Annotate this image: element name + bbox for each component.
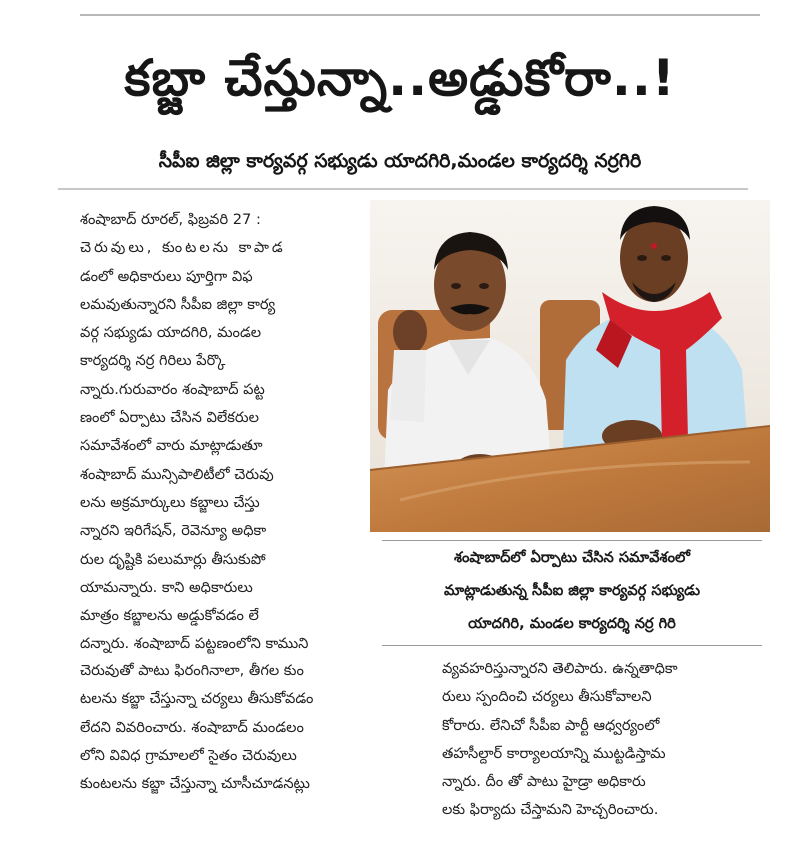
article-column-bottom-right xyxy=(442,655,762,825)
article-line: చెరువులు, కుంటలను కాపాడ xyxy=(80,239,286,257)
article-line: కార్యదర్శి నర్ర గిరిలు పేర్కొ xyxy=(80,352,226,370)
article-line: రులు స్పందించి చర్యలు తీసుకోవాలని xyxy=(442,688,652,706)
article-line: లోని వివిధ గ్రామాలలో సైతం చెరువులు xyxy=(80,746,297,764)
article-line: మాత్రం కబ్జాలను అడ్డుకోవడం లే xyxy=(80,607,259,625)
article-line: లమవుతున్నారని సీపీఐ జిల్లా కార్య xyxy=(80,295,276,313)
article-line: న్నారని ఇరిగేషన్, రెవెన్యూ అధికా xyxy=(80,522,267,540)
article-line: శంషాబాద్ రూరల్, ఫిబ్రవరి 27 : xyxy=(80,211,261,228)
top-divider xyxy=(80,14,760,16)
article-line: న్నారు. దీం తో పాటు హైడ్రా అధికారు xyxy=(442,773,646,791)
caption-line: యాదగిరి, మండల కార్యదర్శి నర్ర గిరి xyxy=(468,615,676,632)
article-line: కుంటలను కబ్జా చేస్తున్నా చూసీచూడనట్లు xyxy=(80,775,310,793)
headline: కబ్జా చేస్తున్నా..అడ్డుకోరా..! xyxy=(124,49,676,107)
article-column-top xyxy=(80,206,370,659)
article-line: సమావేశంలో వారు మాట్లాడుతూ xyxy=(80,437,263,455)
article-line: లేదని వివరించారు. శంషాబాద్ మండలం xyxy=(80,718,304,736)
article-line: రుల దృష్టికి పలుమార్లు తీసుకుపో xyxy=(80,550,266,568)
subheadline: సీపీఐ జిల్లా కార్యవర్గ సభ్యుడు యాదగిరి,మండల కార్యదర్శి నర్రగిరి xyxy=(158,150,642,172)
article-line: తహసీల్దార్ కార్యాలయాన్ని ముట్టడిస్తామ xyxy=(442,744,666,762)
photo-caption xyxy=(382,540,762,646)
article-line: న్నారు.గురువారం శంషాబాద్ పట్ట xyxy=(80,380,265,398)
article-column-bottom-left xyxy=(80,657,420,798)
press-meet-photo xyxy=(370,200,770,532)
article-line: వ్యవహరిస్తున్నారని తెలిపారు. ఉన్నతాధికా xyxy=(442,660,678,677)
article-line: లను అక్రమార్కులు కబ్జాలు చేస్తు xyxy=(80,493,260,511)
article-line: చెరువుతో పాటు ఫిరంగినాలా, తీగల కుం xyxy=(80,662,304,679)
article-line: లకు ఫిర్యాదు చేస్తామని హెచ్చరించారు. xyxy=(442,801,659,819)
subheadline-divider xyxy=(58,188,748,190)
article-line: డంలో అధికారులు పూర్తిగా విఫ xyxy=(80,267,253,285)
article-line: యామన్నారు. కాని అధికారులు xyxy=(80,578,253,596)
article-line: శంషాబాద్ మున్సిపాలిటీలో చెరువు xyxy=(80,465,274,483)
article-line: కోరారు. లేనిచో సీపీఐ పార్టీ ఆధ్వర్యంలో xyxy=(442,716,660,734)
article-line: ణంలో ఏర్పాటు చేసిన విలేకరుల xyxy=(80,409,259,427)
caption-line: శంషాబాద్‌లో ఏర్పాటు చేసిన సమావేశంలో xyxy=(453,549,691,566)
article-line: టలను కబ్జా చేస్తున్నా చర్యలు తీసుకోవడం xyxy=(80,690,314,708)
article-line: దన్నారు. శంషాబాద్ పట్టణంలోని కాముని xyxy=(80,635,309,653)
caption-line: మాట్లాడుతున్న సీపీఐ జిల్లా కార్యవర్గ సభ్యుడు xyxy=(443,582,701,599)
article-line: వర్గ సభ్యుడు యాదగిరి, మండల xyxy=(80,324,262,342)
